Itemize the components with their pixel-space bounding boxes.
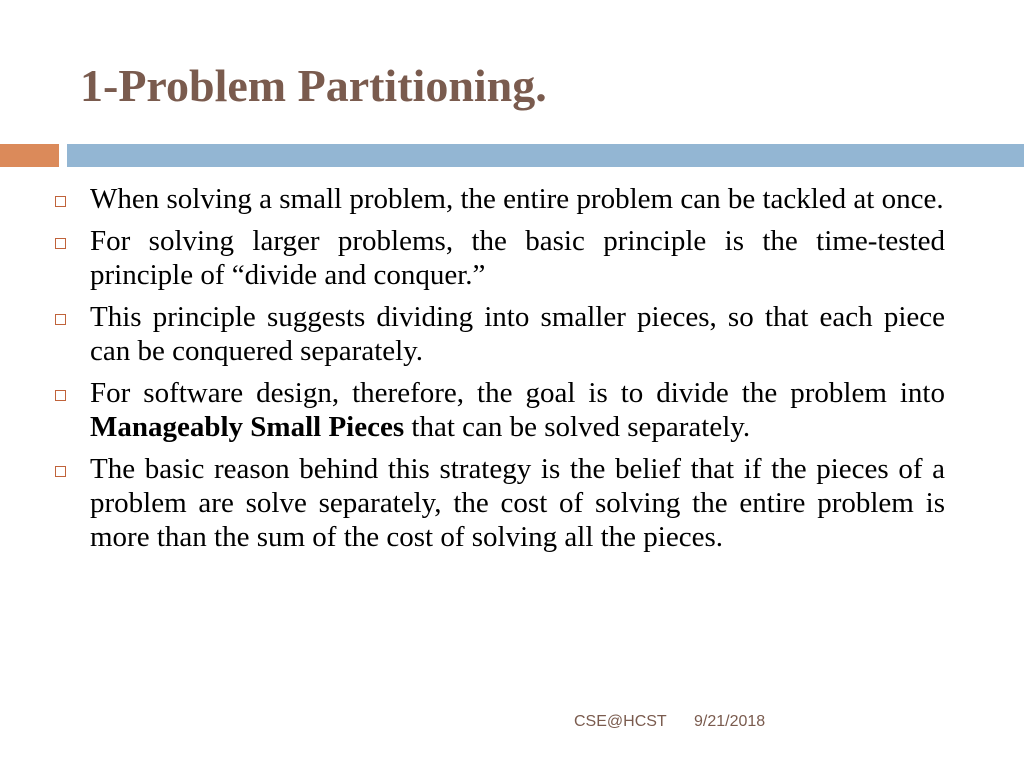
bullet-text: The basic reason behind this strategy is the belief that if the pieces of a problem are solve separately, the cost of solving the entire problem is more than the sum of the cost of solving all the pieces. [90, 453, 945, 553]
footer-date: 9/21/2018 [694, 713, 766, 730]
bullet-text: For solving larger problems, the basic principle is the time-tested principle of “divide and conquer.” [90, 225, 945, 291]
title-accent-band [0, 144, 59, 167]
bullet-item [50, 376, 945, 444]
bullet-item [50, 182, 945, 216]
square-bullet-icon [55, 314, 66, 325]
square-bullet-icon [55, 466, 66, 477]
bullet-item [50, 224, 945, 292]
bullet-item [50, 452, 945, 554]
bullet-text: This principle suggests dividing into smaller pieces, so that each piece can be conquered separately. [90, 301, 945, 367]
square-bullet-icon [55, 196, 66, 207]
square-bullet-icon [55, 238, 66, 249]
bullet-text-start: For software design, therefore, the goal is to divide the problem into [90, 377, 945, 409]
square-bullet-icon [55, 390, 66, 401]
bullet-item [50, 300, 945, 368]
bullet-text-end: that can be solved separately. [404, 411, 751, 443]
bullet-text: When solving a small problem, the entire problem can be tackled at once. [90, 183, 944, 215]
slide-title: 1-Problem Partitioning. [80, 60, 547, 111]
bullet-list [50, 182, 945, 562]
title-divider-band [67, 144, 1024, 167]
bullet-emphasis: Manageably Small Pieces [90, 411, 405, 443]
bullet-text [90, 377, 945, 443]
footer-organization: CSE@HCST [574, 713, 667, 730]
